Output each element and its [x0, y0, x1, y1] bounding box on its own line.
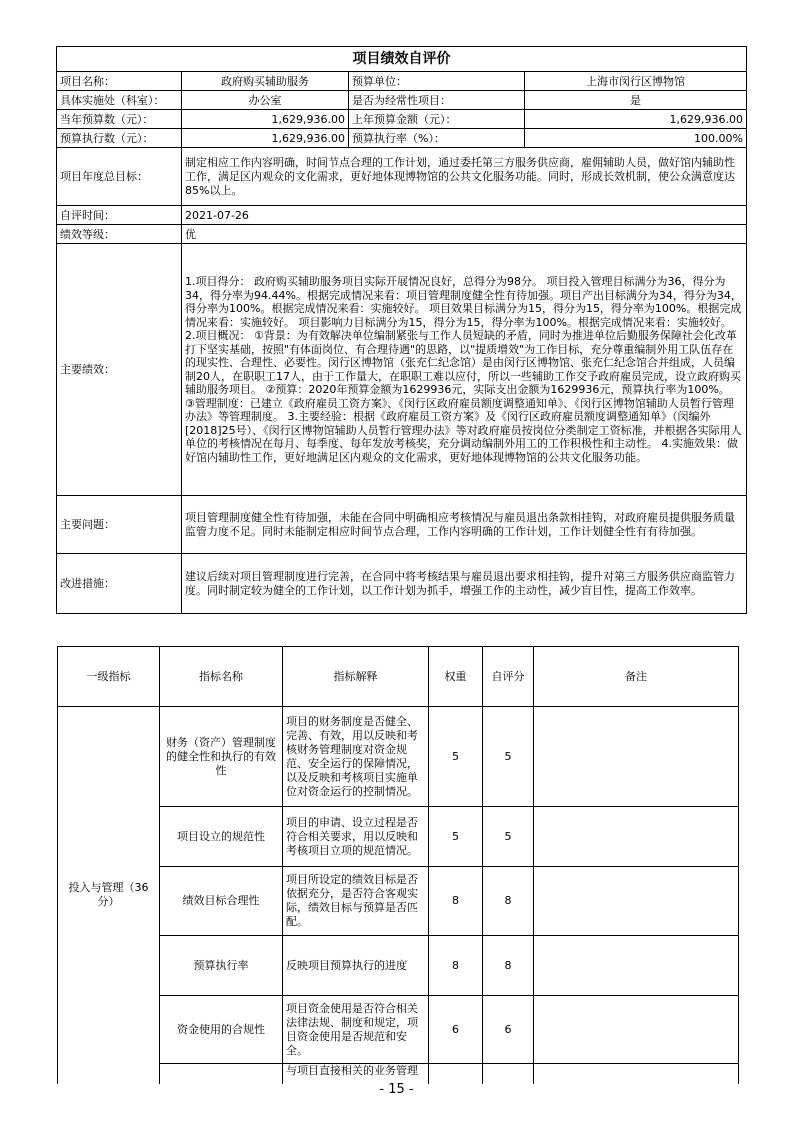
- indicator-weight: 8: [429, 867, 483, 936]
- header-name: 指标名称: [160, 647, 283, 707]
- table-row: [58, 867, 739, 936]
- exec-label: 预算执行数（元）：: [57, 129, 182, 148]
- indicator-score: 8: [483, 936, 534, 996]
- indicator-name: 项目设立的规范性: [160, 807, 283, 867]
- table-row: [58, 707, 739, 807]
- level1-cell: 投入与管理（36分）: [58, 707, 160, 1084]
- indicator-score: [483, 1064, 534, 1084]
- prev-budget-label: 上年预算金额（元）：: [349, 110, 525, 129]
- goal-label: 项目年度总目标：: [57, 148, 182, 206]
- recurring-value: 是: [525, 91, 747, 110]
- indicator-score: 8: [483, 867, 534, 936]
- header-desc: 指标解释: [283, 647, 429, 707]
- indicator-note: [534, 707, 739, 807]
- project-name-label: 项目名称：: [57, 72, 182, 91]
- indicator-desc: 与项目直接相关的业务管理: [283, 1064, 429, 1084]
- exec-value: 1,629,936.00: [182, 129, 349, 148]
- budget-unit-value: 上海市闵行区博物馆: [525, 72, 747, 91]
- indicator-note: [534, 1064, 739, 1084]
- measure-label: 改进措施：: [57, 554, 182, 614]
- indicator-desc: 项目的申请、设立过程是否符合相关要求，用以反映和考核项目立项的规范情况。: [283, 807, 429, 867]
- cur-budget-value: 1,629,936.00: [182, 110, 349, 129]
- indicator-name: 资金使用的合规性: [160, 996, 283, 1064]
- indicator-score: 5: [483, 707, 534, 807]
- cur-budget-label: 当年预算数（元）：: [57, 110, 182, 129]
- recurring-label: 是否为经常性项目：: [349, 91, 525, 110]
- exec-rate-label: 预算执行率（%）：: [349, 129, 525, 148]
- header-score: 自评分: [483, 647, 534, 707]
- dept-label: 具体实施处（科室）：: [57, 91, 182, 110]
- indicator-score: 5: [483, 807, 534, 867]
- indicator-score: 6: [483, 996, 534, 1064]
- table-row: [58, 807, 739, 867]
- indicator-note: [534, 936, 739, 996]
- indicator-name: 财务（资产）管理制度的健全性和执行的有效性: [160, 707, 283, 807]
- indicator-note: [534, 807, 739, 867]
- table-title: 项目绩效自评价: [57, 47, 747, 72]
- indicator-desc: 项目所设定的绩效目标是否依据充分，是否符合客观实际，绩效目标与预算是否匹配。: [283, 867, 429, 936]
- header-weight: 权重: [429, 647, 483, 707]
- indicator-note: [534, 996, 739, 1064]
- project-name-value: 政府购买辅助服务: [182, 72, 349, 91]
- dept-value: 办公室: [182, 91, 349, 110]
- project-info-table: [56, 46, 747, 614]
- indicator-desc: 反映项目预算执行的进度: [283, 936, 429, 996]
- table-row: [58, 936, 739, 996]
- eval-time-value: 2021-07-26: [182, 206, 747, 225]
- indicator-desc: 项目的财务制度是否健全、完善、有效，用以反映和考核财务管理制度对资金规范、安全运行的保障情况，以及反映和考核项目实施单位对资金运行的控制情况。: [283, 707, 429, 807]
- perf-value: 1.项目得分： 政府购买辅助服务项目实际开展情况良好，总得分为98分。 项目投入管理目标满分为36，得分为34，得分率为94.44%。根据完成情况来看：项目管理制度健全性有待加强。项目产出目标满分为34，得分为34，得分率为100%。根据完成情况来看：实施较好。 项目效果目标满分为15，得分为15，得分率为100%。根据完成情况来看：实施较好。 项目影响力目标满分为15，得分为15，得分率为100%。根据完成情况来看：实施较好。 2.项目概况： ①背景：为有效解决单位编制紧张与工作人员短缺的矛盾，同时为推进单位后勤服务保障社会化改革打下坚实基础，按照"有体面岗位、有合理待遇"的思路，以"提质增效"为工作目标，充分尊重编制外用工队伍存在的现实性、合理性、必要性。闵行区博物馆（张充仁纪念馆）是由闵行区博物馆、张充仁纪念馆合并组成，人员编制20人，在职职工17人，由于工作量大，在职职工难以应付，所以一些辅助工作交予政府雇员完成，设立政府购买辅助服务项目。 ②预算：2020年预算金额为1629936元，实际支出金额为1629936元，预算执行率为100%。 ③管理制度：已建立《政府雇员工资方案》、《闵行区政府雇员额度调整通知单》、《闵行区博物馆辅助人员暂行管理办法》等管理制度。 3.主要经验：根据《政府雇员工资方案》及《闵行区政府雇员额度调整通知单》（闵编外[2018]25号）、《闵行区博物馆辅助人员暂行管理办法》等对政府雇员按岗位分类制定工资标准，并根据各实际用人单位的考核情况在每月、每季度、每年发放考核奖，充分调动编制外用工的工作积极性和主动性。 4.实施效果：做好馆内辅助性工作，更好地满足区内观众的文化需求，更好地体现博物馆的公共文化服务功能。: [182, 244, 747, 496]
- indicator-name: 预算执行率: [160, 936, 283, 996]
- header-level1: 一级指标: [58, 647, 160, 707]
- exec-rate-value: 100.00%: [525, 129, 747, 148]
- indicator-weight: [429, 1064, 483, 1084]
- grade-value: 优: [182, 225, 747, 244]
- indicator-weight: 5: [429, 707, 483, 807]
- indicator-desc: 项目资金使用是否符合相关法律法规、制度和规定，项目资金使用是否规范和安全。: [283, 996, 429, 1064]
- prev-budget-value: 1,629,936.00: [525, 110, 747, 129]
- problem-label: 主要问题：: [57, 496, 182, 554]
- grade-label: 绩效等级：: [57, 225, 182, 244]
- problem-value: 项目管理制度健全性有待加强，未能在合同中明确相应考核情况与雇员退出条款相挂钩，对政府雇员提供服务质量监管力度不足。同时未能制定相应时间节点合理，工作内容明确的工作计划，工作计划健全性有有待加强。: [182, 496, 747, 554]
- page-number: - 15 -: [379, 1082, 414, 1097]
- table-row: [58, 996, 739, 1064]
- goal-value: 制定相应工作内容明确，时间节点合理的工作计划，通过委托第三方服务供应商，雇佣辅助人员，做好馆内辅助性工作，满足区内观众的文化需求，更好地体现博物馆的公共文化服务功能。同时，形成长效机制，使公众满意度达85%以上。: [182, 148, 747, 206]
- indicator-note: [534, 867, 739, 936]
- indicator-weight: 6: [429, 996, 483, 1064]
- indicator-weight: 5: [429, 807, 483, 867]
- budget-unit-label: 预算单位：: [349, 72, 525, 91]
- indicator-name: [160, 1064, 283, 1084]
- eval-time-label: 自评时间：: [57, 206, 182, 225]
- indicator-table: [57, 646, 739, 1084]
- table-row: [58, 1064, 739, 1084]
- perf-label: 主要绩效：: [57, 244, 182, 496]
- indicator-name: 绩效目标合理性: [160, 867, 283, 936]
- header-note: 备注: [534, 647, 739, 707]
- measure-value: 建议后续对项目管理制度进行完善，在合同中将考核结果与雇员退出要求相挂钩，提升对第三方服务供应商监管力度。同时制定较为健全的工作计划，以工作计划为抓手，增强工作的主动性，减少盲目性，提高工作效率。: [182, 554, 747, 614]
- indicator-weight: 8: [429, 936, 483, 996]
